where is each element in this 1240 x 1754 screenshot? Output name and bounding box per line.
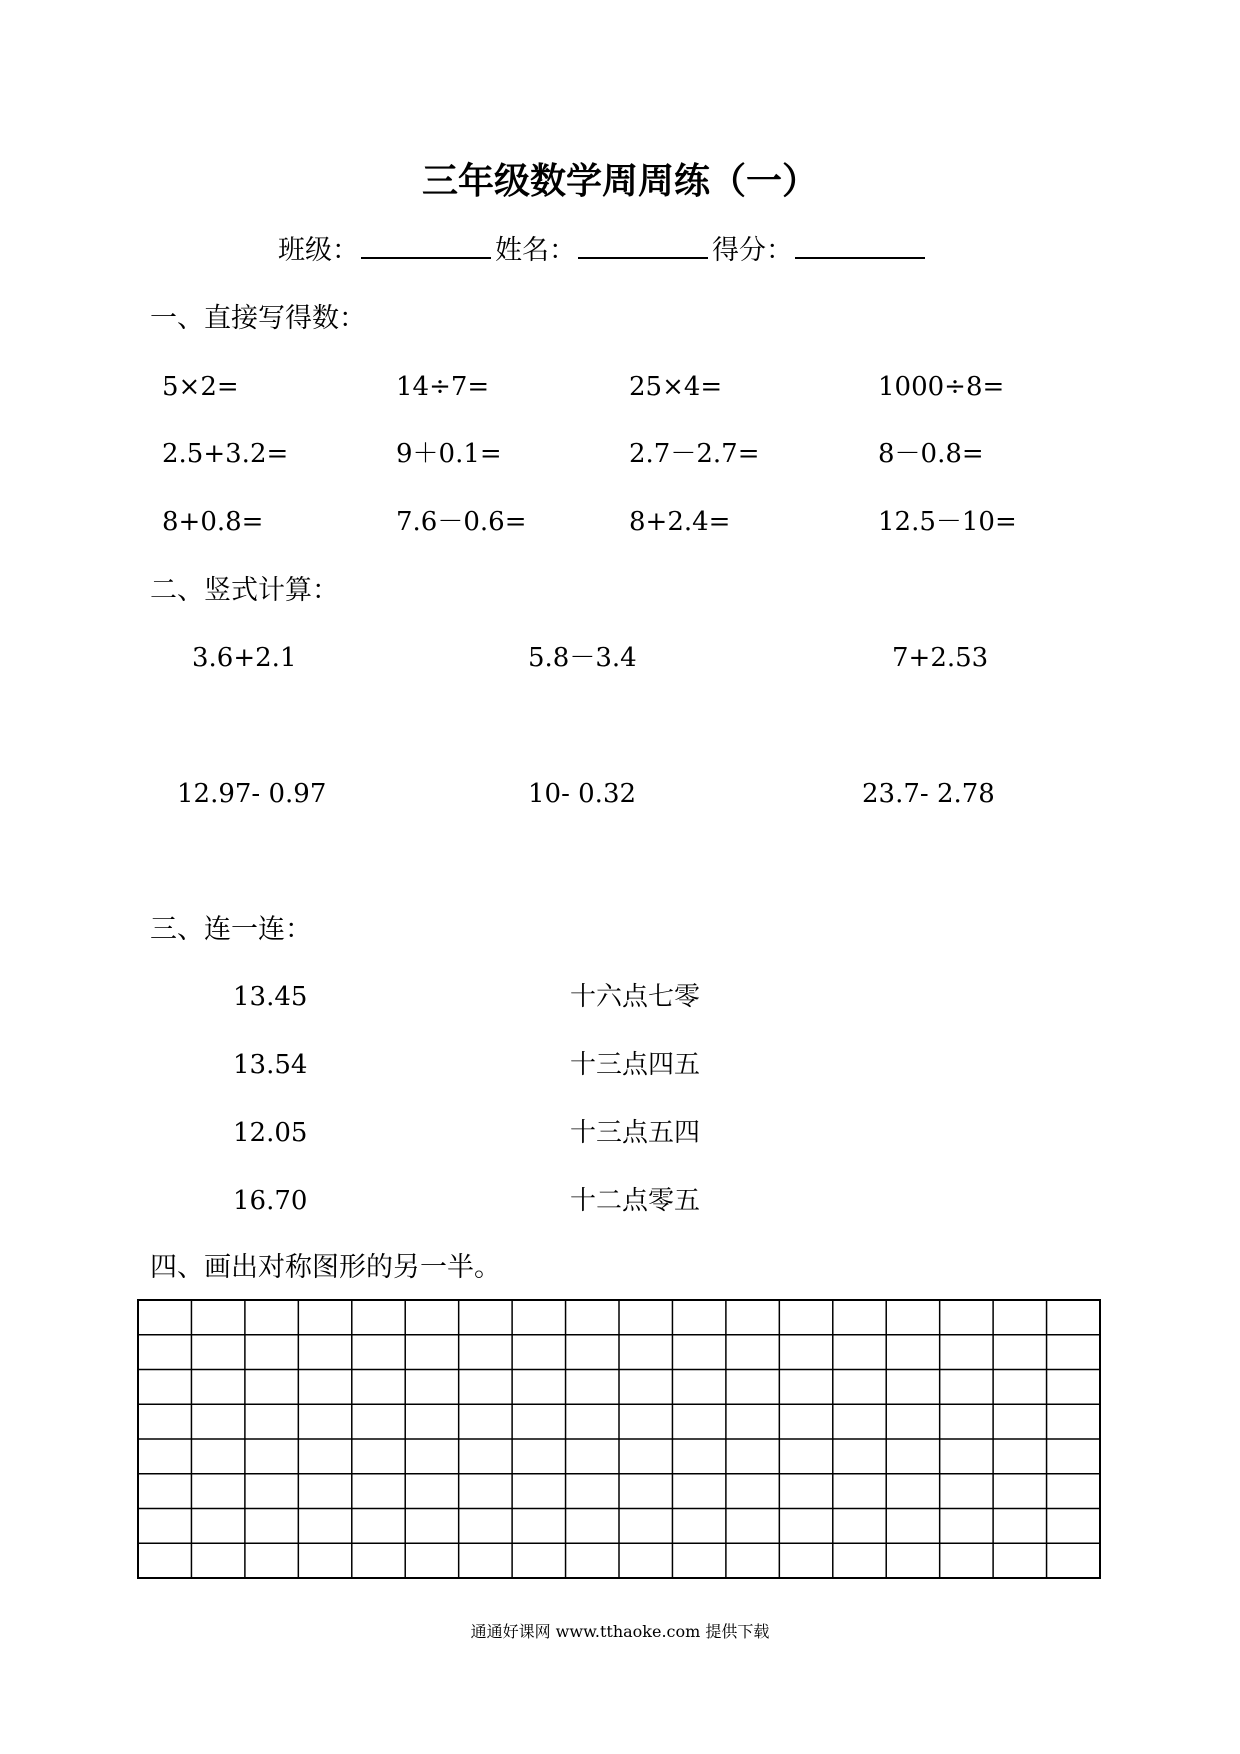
oral-problem: 14÷7=: [396, 372, 490, 402]
match-reading[interactable]: 十二点零五: [570, 1186, 701, 1216]
vertical-problem: 5.8－3.4: [528, 643, 637, 673]
score-blank[interactable]: [795, 235, 925, 259]
section3-heading: 三、连一连：: [150, 914, 312, 945]
name-blank[interactable]: [578, 235, 708, 259]
section2-heading: 二、竖式计算：: [150, 575, 339, 606]
oral-problem: 1000÷8=: [878, 372, 1005, 402]
vertical-problem: 10- 0.32: [528, 779, 637, 809]
match-number[interactable]: 12.05: [233, 1118, 308, 1148]
oral-problem: 2.5+3.2=: [162, 439, 289, 469]
score-label: 得分：: [712, 235, 793, 266]
oral-problem: 2.7－2.7=: [629, 439, 760, 469]
footer-text: 通通好课网 www.tthaoke.com 提供下载: [470, 1622, 770, 1641]
match-reading[interactable]: 十三点五四: [570, 1118, 701, 1148]
oral-problem: 12.5－10=: [878, 507, 1017, 537]
section4-heading: 四、画出对称图形的另一半。: [150, 1252, 501, 1283]
student-info-line: [278, 235, 929, 264]
class-label: 班级：: [278, 235, 359, 266]
match-number[interactable]: 13.45: [233, 982, 308, 1012]
match-reading[interactable]: 十三点四五: [570, 1050, 701, 1080]
vertical-problem: 12.97- 0.97: [177, 779, 327, 809]
match-reading[interactable]: 十六点七零: [570, 982, 701, 1012]
vertical-problem: 7+2.53: [892, 643, 989, 673]
oral-problem: 25×4=: [629, 372, 723, 402]
match-number[interactable]: 13.54: [233, 1050, 308, 1080]
vertical-problem: 3.6+2.1: [192, 643, 297, 673]
oral-problem: 9＋0.1=: [396, 439, 502, 469]
name-label: 姓名：: [495, 235, 576, 266]
vertical-problem: 23.7- 2.78: [862, 779, 995, 809]
oral-problem: 8+2.4=: [629, 507, 731, 537]
oral-problem: 8－0.8=: [878, 439, 984, 469]
class-blank[interactable]: [361, 235, 491, 259]
drawing-grid[interactable]: [137, 1299, 1101, 1579]
oral-problem: 5×2=: [162, 372, 239, 402]
match-number[interactable]: 16.70: [233, 1186, 308, 1216]
oral-problem: 8+0.8=: [162, 507, 264, 537]
section1-heading: 一、直接写得数：: [150, 303, 366, 334]
oral-problem: 7.6－0.6=: [396, 507, 527, 537]
page-title: 三年级数学周周练（一）: [421, 160, 818, 202]
